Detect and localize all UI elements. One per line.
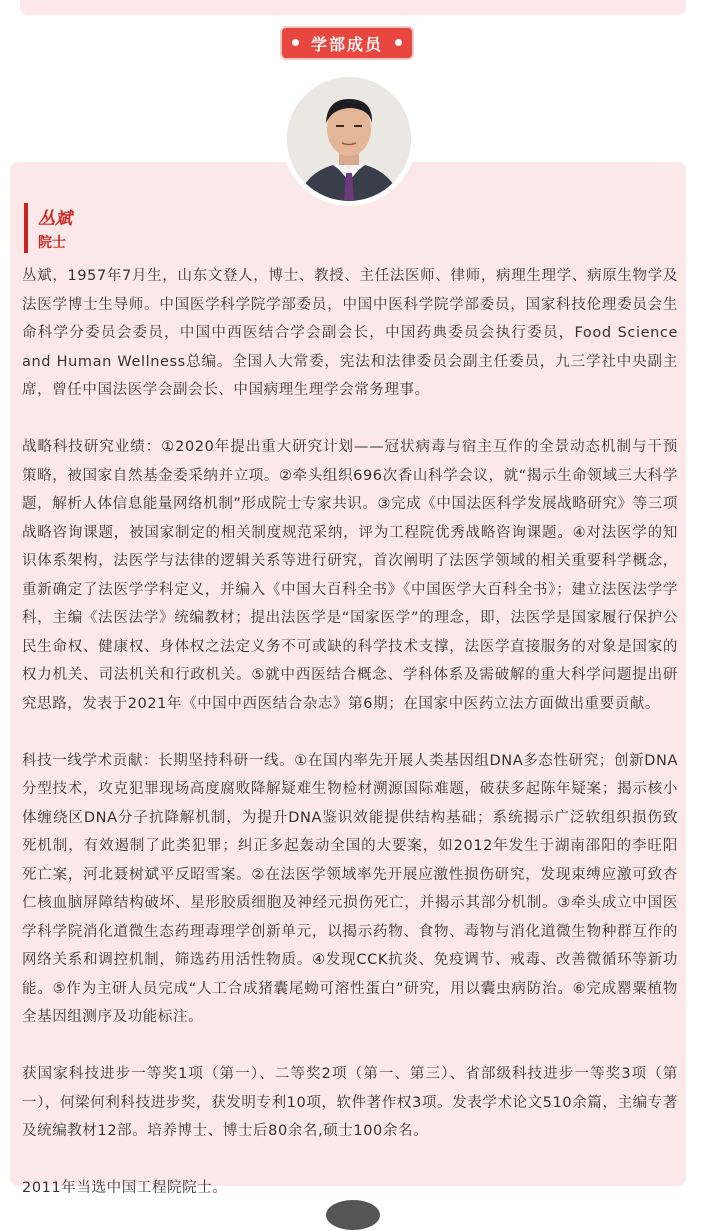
section-header-badge (282, 28, 412, 58)
member-portrait (287, 77, 411, 201)
member-bio (22, 262, 678, 1231)
bio-paragraph: 战略科技研究业绩：①2020年提出重大研究计划——冠状病毒与宿主互作的全景动态机制与干预策略，被国家自然基金委采纳并立项。②牵头组织696次香山科学会议，就“揭示生命领域三大科学题，解析人体信息能量网络机制”形成院士专家共识。③完成《中国法医科学发展战略研究》等三项战略咨询课题，被国家制定的相关制度规范采纳，评为工程院优秀战略咨询课题。④对法医学的知识体系架构，法医学与法律的逻辑关系等进行研究，首次阐明了法医学领域的相关重要科学概念，重新确定了法医学学科定义，并编入《中国大百科全书》《中国医学大百科全书》；建立法医法学学科，主编《法医法学》统编教材；提出法医学是“国家医学”的理念，即，法医学是国家履行保护公民生命权、健康权、身体权之法定义务不可或缺的科学技术支撑，法医学直接服务的对象是国家的权力机关、司法机关和行政机关。⑤就中西医结合概念、学科体系及需破解的重大科学问题提出研究思路，发表于2021年《中国中西医结合杂志》第6期；在国家中医药立法方面做出重要贡献。 (22, 439, 678, 712)
bio-paragraph: 获国家科技进步一等奖1项（第一）、二等奖2项（第一、第三）、省部级科技进步一等奖3项（第一），何梁何利科技进步奖，获发明专利10项，软件著作权3项。发表学术论文510余篇，主编专著及统编教材12部。培养博士、博士后80余名,硕士100余名。 (22, 1066, 678, 1139)
bio-paragraph: 科技一线学术贡献：长期坚持科研一线。①在国内率先开展人类基因组DNA多态性研究；创新DNA分型技术，攻克犯罪现场高度腐败降解疑难生物检材溯源国际难题，破获多起陈年疑案；揭示核小体缠绕区DNA分子抗降解机制，为提升DNA鉴识效能提供结构基础；系统揭示广泛软组织损伤致死机制，有效遏制了此类犯罪；纠正多起轰动全国的大要案，如2012年发生于湖南邵阳的李旺阳死亡案，河北聂树斌平反昭雪案。②在法医学领域率先开展应激性损伤研究，发现束缚应激可致杏仁核血脑屏障结构破坏、星形胶质细胞及神经元损伤死亡，并揭示其部分机制。③牵头成立中国医学科学院消化道微生态药理毒理学创新单元，以揭示药物、食物、毒物与消化道微生物种群互作的网络关系和调控机制，筛选药用活性物质。④发现CCK抗炎、免疫调节、戒毒、改善微循环等新功能。⑤作为主研人员完成“人工合成猪囊尾蚴可溶性蛋白”研究，用以囊虫病防治。⑥完成罂粟植物全基因组测序及功能标注。 (22, 752, 678, 1025)
member-name: 丛斌 (38, 209, 72, 229)
dot-icon (395, 39, 402, 46)
previous-card-bottom (20, 0, 686, 15)
bio-paragraph: 2011年当选中国工程院院士。 (22, 1180, 228, 1196)
bio-paragraph: 丛斌，1957年7月生，山东文登人，博士、教授、主任法医师、律师，病理生理学、病原生物学及法医学博士生导师。中国医学科学院学部委员，中国中医科学院学部委员，国家科技伦理委员会生命科学分委员会委员，中国中西医结合学会副会长，中国药典委员会执行委员，Food Science and Human Wellness总编。全国人大常委，宪法和法律委员会副主任委员，九三学社中央副主席，曾任中国法医学会副会长、中国病理生理学会常务理事。 (22, 268, 678, 398)
section-title: 学部成员 (310, 34, 383, 54)
name-accent-bar (24, 203, 28, 253)
dot-icon (292, 39, 299, 46)
member-title: 院士 (38, 235, 66, 251)
portrait-frame (282, 72, 416, 206)
next-portrait-peek (326, 1200, 380, 1230)
